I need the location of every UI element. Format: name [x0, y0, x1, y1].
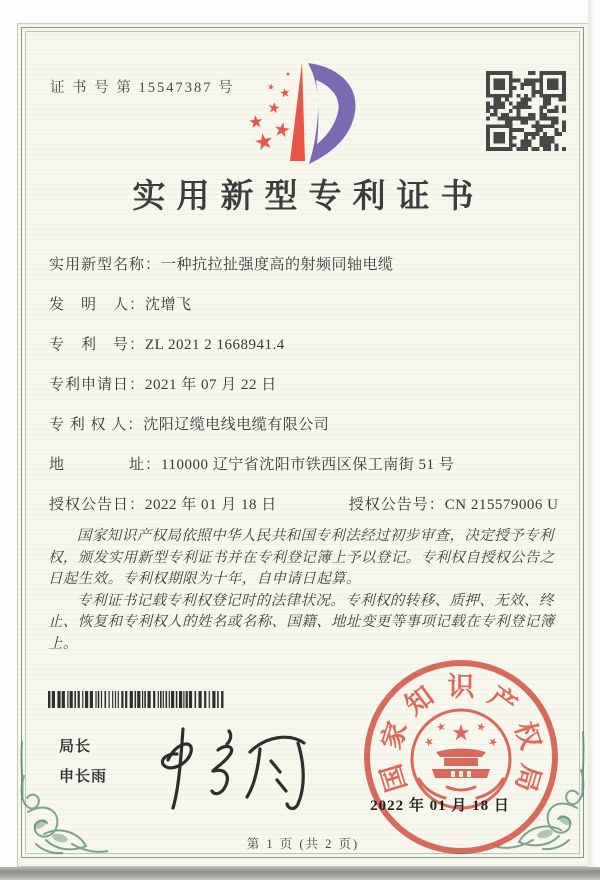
- photo-edge-right: [588, 0, 600, 867]
- field-row-grant: [49, 485, 562, 525]
- field-label: 地 址：: [49, 457, 162, 473]
- official-seal: [360, 656, 562, 858]
- field-label: 专利申请日：: [49, 377, 146, 393]
- seal-char: 权: [509, 717, 547, 753]
- field-row-patent-no: [49, 325, 562, 365]
- grant-number: 授权公告号：CN 215579006 U: [348, 497, 559, 513]
- field-row-address: [49, 445, 562, 485]
- seal-char: 国: [375, 760, 413, 796]
- certificate-number: 证 书 号 第 15547387 号: [50, 80, 235, 96]
- field-label: 专 利 号：: [49, 337, 146, 353]
- seal-char: 识: [447, 672, 475, 702]
- barcode: [48, 691, 224, 708]
- field-label: 专 利 权 人：: [49, 417, 144, 433]
- floral-corner-bottom-left: [16, 740, 108, 862]
- seal-char: 局: [509, 760, 547, 796]
- field-label: 实用新型名称：: [49, 257, 162, 273]
- field-label: 发 明 人：: [49, 297, 146, 313]
- certificate-paper: [18, 24, 588, 866]
- grant-date: 授权公告日：2022 年 01 月 18 日: [49, 497, 277, 513]
- seal-char: 产: [482, 680, 523, 721]
- field-value: 2021 年 07 月 22 日: [145, 377, 277, 393]
- legal-text: [48, 526, 560, 655]
- field-value: ZL 2021 2 1668941.4: [145, 337, 285, 353]
- field-value: 110000 辽宁省沈阳市铁西区保工南街 51 号: [161, 457, 455, 473]
- legal-paragraph-1: 国家知识产权局依照中华人民共和国专利法经过初步审查，决定授予专利权，颁发实用新型专利证书并在专利登记簿上予以登记。专利权自授权公告之日起生效。专利权期限为十年，自申请日起算。: [48, 528, 555, 587]
- signer-name: 申长雨: [59, 768, 108, 785]
- seal-char: 知: [399, 680, 440, 721]
- cnipa-logo: [240, 60, 370, 166]
- field-value: 一种抗拉扯强度高的射频同轴电缆: [161, 257, 394, 273]
- field-row-name: [49, 245, 562, 285]
- signer-title: 局长: [59, 738, 92, 755]
- field-row-patentee: [49, 405, 562, 445]
- field-row-inventor: [49, 285, 562, 325]
- page-number: 第 1 页 (共 2 页): [246, 837, 360, 851]
- seal-char: 家: [375, 717, 413, 753]
- field-list: [49, 245, 562, 525]
- logo-stars: [249, 71, 291, 151]
- field-row-filing-date: [49, 365, 562, 405]
- grant-date-stamp: 2022 年 01 月 18 日: [370, 798, 510, 814]
- qr-code: [486, 71, 566, 151]
- certificate-title: 实用新型专利证书: [132, 179, 485, 215]
- legal-paragraph-2: 专利证书记载专利权登记时的法律状况。专利权的转移、质押、无效、终止、恢复和专利权人的姓名或名称、国籍、地址变更等事项记载在专利登记簿上。: [48, 592, 555, 652]
- photo-edge-bottom: [0, 867, 600, 880]
- field-value: 沈阳辽缆电线电缆有限公司: [143, 417, 330, 433]
- signature: [130, 716, 330, 821]
- field-value: 沈增飞: [145, 297, 192, 313]
